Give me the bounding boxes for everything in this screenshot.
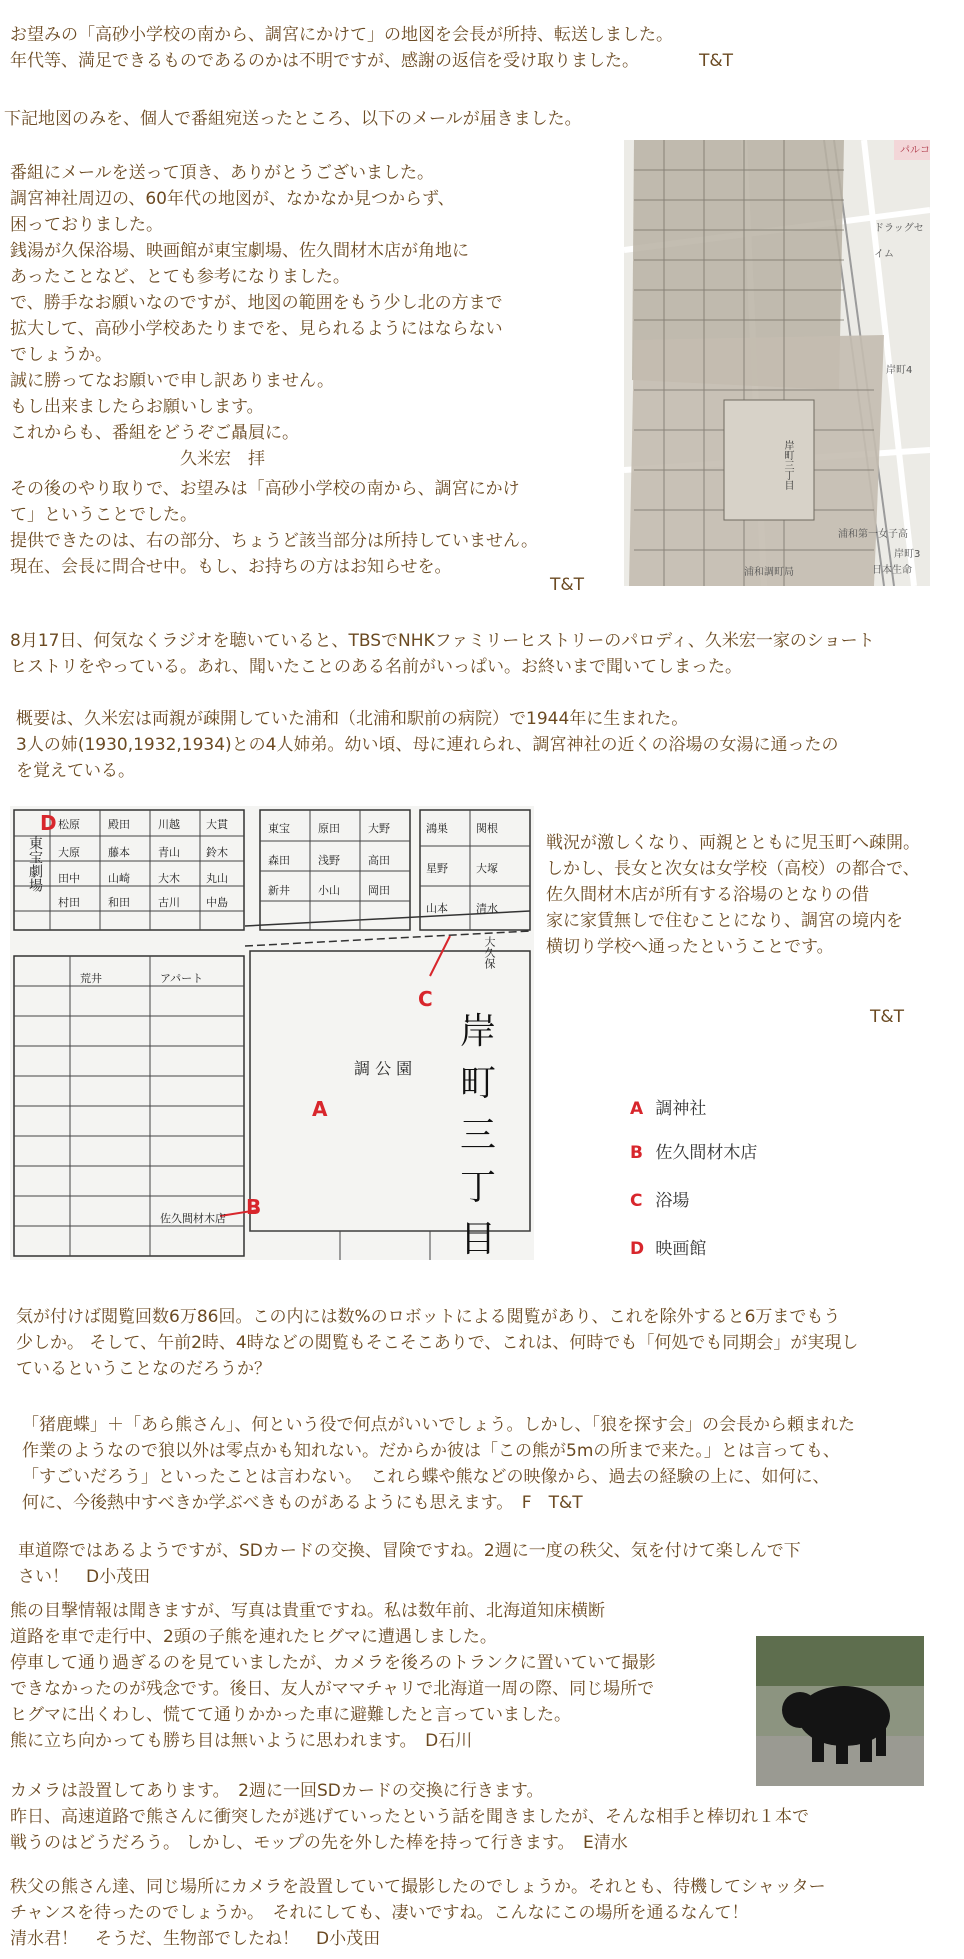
email-line: で、勝手なお願いなのですが、地図の範囲をもう少し北の方まで bbox=[10, 293, 503, 313]
email-line: 困っておりました。 bbox=[10, 215, 163, 235]
email-block bbox=[10, 160, 610, 472]
evac-sign: T&T bbox=[870, 1007, 905, 1027]
email-line: 誠に勝ってなお願いで申し訳ありません。 bbox=[10, 371, 335, 391]
email-line: もし出来ましたらお願いします。 bbox=[10, 397, 264, 417]
kishicho-label: 岸 町 三 丁 目 bbox=[459, 1011, 496, 1260]
intro-line: 年代等、満足できるものであるのかは不明ですが、感謝の返信を受け取りました。 T&T bbox=[10, 48, 733, 74]
overlay-map-image: パルコ ドラッグセイム 岸町4 浦和第一女子高 岸町3 浦和調町局 日本生命 岸町三丁目 bbox=[624, 140, 930, 586]
email-line: 拡大して、高砂小学校あたりまでを、見られるようにはならない bbox=[10, 319, 503, 339]
legend-item: D 映画館 bbox=[630, 1239, 707, 1259]
email-intro: 下記地図のみを、個人で番組宛送ったところ、以下のメールが届きました。 bbox=[4, 109, 582, 129]
map-marker-b: B bbox=[246, 1195, 262, 1219]
bear-photo-drawing bbox=[756, 1636, 924, 1786]
bear-block: 「猪鹿蝶」＋「あら熊さん」、何という役で何点がいいでしょう。しかし、「狼を探す会」の会長から頼まれた 作業のようなので狼以外は零点かも知れない。だからか彼は「この熊が5mの所まで来た。」とは言っても、 「すごいだろう」といったことは言わない。 これら蝶や熊などの映像から、過去の経験の上に、如何に、 何に、今後熱中すべきか学ぶべきものがあるようにも思えます。 F T&T bbox=[22, 1415, 855, 1513]
email-line: 調宮神社周辺の、60年代の地図が、なかなか見つからず、 bbox=[10, 189, 455, 209]
overlay-map-drawing bbox=[624, 140, 930, 586]
neighborhood-map-drawing bbox=[10, 806, 534, 1260]
map-marker-a: A bbox=[312, 1097, 328, 1121]
shimizu-block: カメラは設置してあります。 2週に一回SDカードの交換に行きます。 昨日、高速道路で熊さんに衝突したが逃げていったという話を聞きましたが、そんな相手と棒切れ１本で 戦うのはどうだろう。 しかし、モップの先を外した棒を持って行きます。 E清水 bbox=[10, 1781, 809, 1853]
followup-block: その後のやり取りで、お望みは「高砂小学校の南から、調宮にかけ て」ということでした。 提供できたのは、右の部分、ちょうど該当部分は所持していません。 現在、会長に問合せ中。もし、お持ちの方はお知らせを。 T&T bbox=[10, 476, 620, 598]
park-label: 調 公 園 bbox=[354, 1059, 413, 1078]
summary-block: 概要は、久米宏は両親が疎開していた浦和（北浦和駅前の病院）で1944年に生まれた。 3人の姉(1930,1932,1934)との4人姉弟。幼い頃、母に連れられ、調宮神社の近くの浴場の女湯に通ったの を覚えている。 bbox=[16, 709, 839, 781]
views-block: 気が付けば閲覧回数6万86回。この内には数%のロボットによる閲覧があり、これを除外すると6万までもう 少しか。 そして、午前2時、4時などの閲覧もそこそこありで、これは、何時でも「何処でも同期会」が実現し ているということなのだろうか？ bbox=[16, 1307, 859, 1379]
email-line: でしょうか。 bbox=[10, 345, 112, 365]
email-line: あったことなど、とても参考になりました。 bbox=[10, 267, 350, 287]
map-marker-d: D bbox=[40, 811, 57, 835]
neighborhood-map-image: 松原 殿田 川越 大貫 大原 藤本 青山 鈴木 田中 山崎 大木 丸山 村田 和田 古川 中島 東宝 原田 大野 森田 浅野 高田 新井 小山 岡田 鴻巣 関根 星野 大塚 山本 清水 大久保 東宝劇場 荒井 アパート 佐久間材木店 岸 町 三 丁 目 調 公 園 A B C D bbox=[10, 806, 534, 1260]
followup-sign: T&T bbox=[550, 575, 585, 595]
radio-block: 8月17日、何気なくラジオを聴いていると、TBSでNHKファミリーヒストリーのパロディ、久米宏一家のショート ヒストリをやっている。あれ、聞いたことのある名前がいっぱい。お終いまで聞いてしまった。 bbox=[10, 631, 875, 677]
email-line: 銭湯が久保浴場、映画館が東宝劇場、佐久間材木店が角地に bbox=[10, 241, 469, 261]
legend-item: A 調神社 bbox=[630, 1099, 707, 1119]
sd-block: 車道際ではあるようですが、SDカードの交換、冒険ですね。2週に一度の秩父、気を付けて楽しんで下 さい！ D小茂田 bbox=[18, 1541, 801, 1587]
intro-sign: T&T bbox=[699, 51, 734, 71]
legend-item: C 浴場 bbox=[630, 1191, 690, 1211]
bear-photo bbox=[756, 1636, 924, 1786]
intro-block bbox=[10, 22, 733, 74]
ishikawa-block: 熊の目撃情報は聞きますが、写真は貴重ですね。私は数年前、北海道知床横断 道路を車で走行中、2頭の子熊を連れたヒグマに遭遇しました。 停車して通り過ぎるのを見ていましたが、カメラを後ろのトランクに置いていて撮影 できなかったのが残念です。後日、友人がママチャリで北海道一周の際、同じ場所で ヒグマに出くわし、慌てて通りかかった車に避難したと言っていました。 熊に立ち向かっても勝ち目は無いように思われます。 D石川 bbox=[10, 1601, 656, 1751]
intro-line: お望みの「高砂小学校の南から、調宮にかけて」の地図を会長が所持、転送しました。 bbox=[10, 25, 673, 45]
email-line: これからも、番組をどうぞご贔屓に。 bbox=[10, 423, 299, 443]
legend-item: B 佐久間材木店 bbox=[630, 1143, 758, 1163]
komoda-block: 秩父の熊さん達、同じ場所にカメラを設置していて撮影したのでしょうか。それとも、待機してシャッター チャンスを待ったのでしょうか。 それにしても、凄いですね。こんなにこの場所を通るなんて！ 清水君！ そうだ、生物部でしたね！ D小茂田 bbox=[10, 1877, 826, 1949]
email-signature: 久米宏 拝 bbox=[180, 449, 265, 469]
email-line: 番組にメールを送って頂き、ありがとうございました。 bbox=[10, 163, 434, 183]
evac-block: 戦況が激しくなり、両親とともに児玉町へ疎開。 しかし、長女と次女は女学校（高校）の都合で、 佐久間材木店が所有する浴場のとなりの借 家に家賃無しで住むことになり、調宮の境内を 横切り学校へ通ったということです。 T&T bbox=[546, 830, 956, 1030]
map-marker-c: C bbox=[418, 987, 433, 1011]
